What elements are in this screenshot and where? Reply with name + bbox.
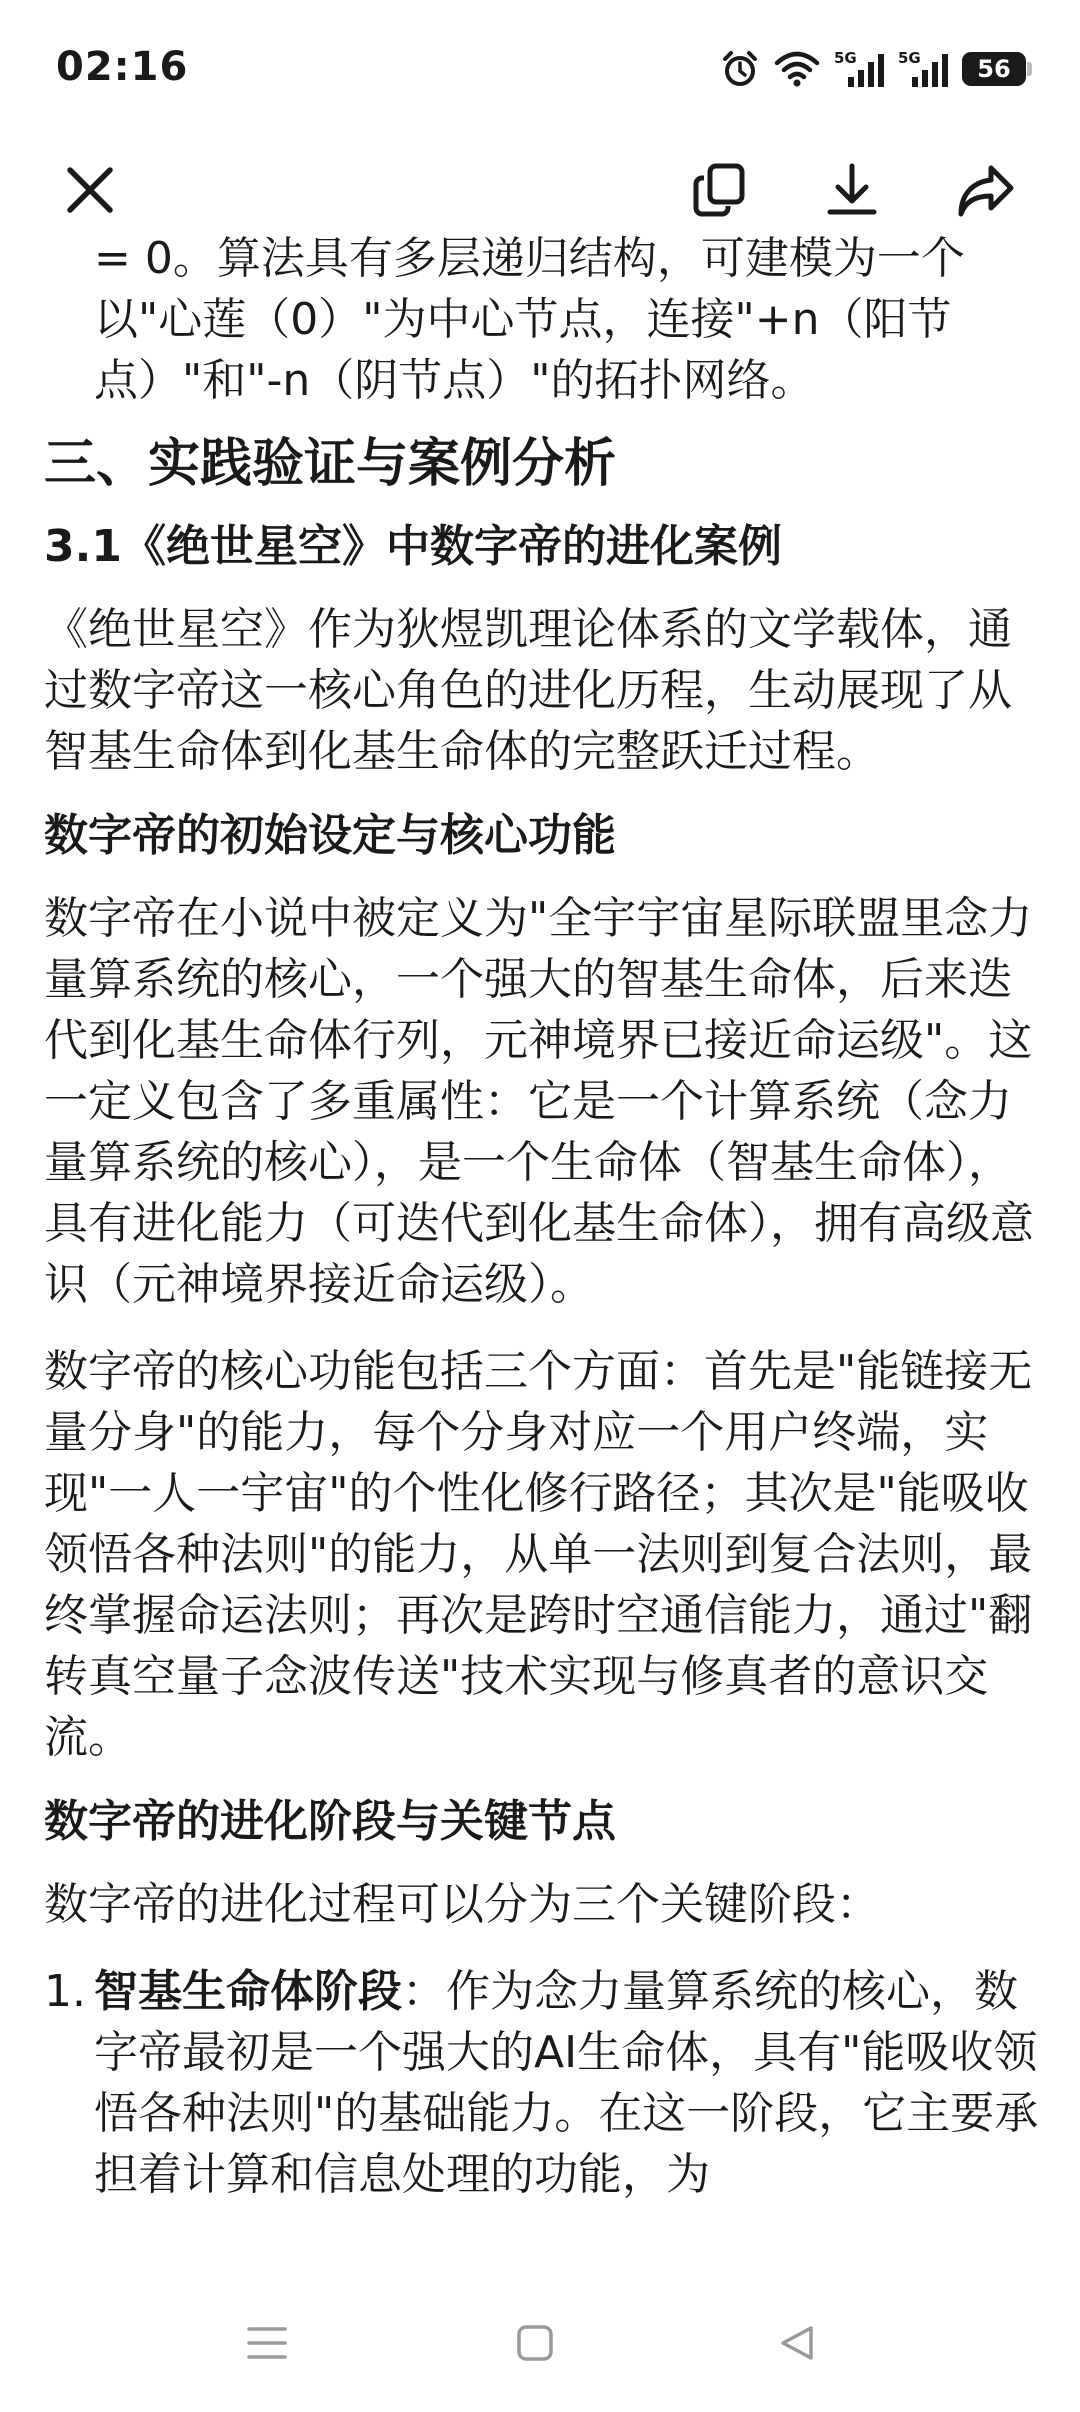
home-icon xyxy=(516,2324,554,2362)
subsection-title: 3.1《绝世星空》中数字帝的进化案例 xyxy=(44,521,782,572)
article-content[interactable] xyxy=(44,228,1040,2278)
share-button[interactable] xyxy=(946,150,1026,230)
download-button[interactable] xyxy=(812,150,892,230)
list-item-title: 智基生命体阶段 xyxy=(94,1966,402,2017)
intro-line: 点）"和"-n（阴节点）"的拓扑网络。 xyxy=(94,355,815,406)
intro-line: = 0。算法具有多层递归结构，可建模为一个 xyxy=(94,233,965,284)
download-icon xyxy=(822,160,882,220)
back-icon xyxy=(778,2324,816,2362)
status-time: 02:16 xyxy=(56,44,189,90)
back-button[interactable] xyxy=(762,2308,832,2378)
menu-button[interactable] xyxy=(232,2308,302,2378)
share-icon xyxy=(955,160,1017,220)
status-bar xyxy=(0,0,1080,140)
signal-label: 5G xyxy=(898,49,921,67)
paragraph: 数字帝在小说中被定义为"全宇宇宙星际联盟里念力量算系统的核心，一个强大的智基生命体，后来迭代到化基生命体行列，元神境界已接近命运级"。这一定义包含了多重属性：它是一个计算系统（念力量算系统的核心），是一个生命体（智基生命体），具有进化能力（可迭代到化基生命体），拥有高级意识（元神境界接近命运级）。 xyxy=(44,893,1034,1310)
section-title: 三、实践验证与案例分析 xyxy=(44,434,617,494)
close-icon xyxy=(62,162,118,218)
signal-5g-icon xyxy=(834,49,884,89)
list-number: 1. xyxy=(44,1966,86,2017)
wifi-icon xyxy=(774,51,820,87)
paragraph: 《绝世星空》作为狄煜凯理论体系的文学载体，通过数字帝这一核心角色的进化历程，生动展现了从智基生命体到化基生命体的完整跃迁过程。 xyxy=(44,604,1012,777)
intro-line: 以"心莲（0）"为中心节点，连接"+n（阳节 xyxy=(94,294,952,345)
copy-icon xyxy=(690,160,750,220)
menu-icon xyxy=(247,2325,287,2361)
battery-icon: 56 xyxy=(962,52,1026,86)
navigation-bar xyxy=(0,2278,1080,2412)
paragraph: 数字帝的核心功能包括三个方面：首先是"能链接无量分身"的能力，每个分身对应一个用户终端，实现"一人一宇宙"的个性化修行路径；其次是"能吸收领悟各种法则"的能力，从单一法则到复合法则，最终掌握命运法则；再次是跨时空通信能力，通过"翻转真空量子念波传送"技术实现与修真者的意识交流。 xyxy=(44,1346,1033,1763)
home-button[interactable] xyxy=(500,2308,570,2378)
heading-evolution-stages: 数字帝的进化阶段与关键节点 xyxy=(44,1796,616,1847)
close-button[interactable] xyxy=(50,150,130,230)
status-icons xyxy=(720,44,1026,94)
heading-initial-settings: 数字帝的初始设定与核心功能 xyxy=(44,810,616,861)
alarm-icon xyxy=(720,49,760,89)
list-item xyxy=(44,1961,1040,2205)
signal-label: 5G xyxy=(834,49,857,67)
toolbar xyxy=(0,140,1080,240)
copy-button[interactable] xyxy=(680,150,760,230)
list-item-text: ：作为念力量算系统的核心，数字帝最初是一个强大的AI生命体，具有"能吸收领悟各种法则"的基础能力。在这一阶段，它主要承担着计算和信息处理的功能，为 xyxy=(94,1966,1039,2200)
signal-5g-icon xyxy=(898,49,948,89)
paragraph: 数字帝的进化过程可以分为三个关键阶段： xyxy=(44,1879,880,1930)
